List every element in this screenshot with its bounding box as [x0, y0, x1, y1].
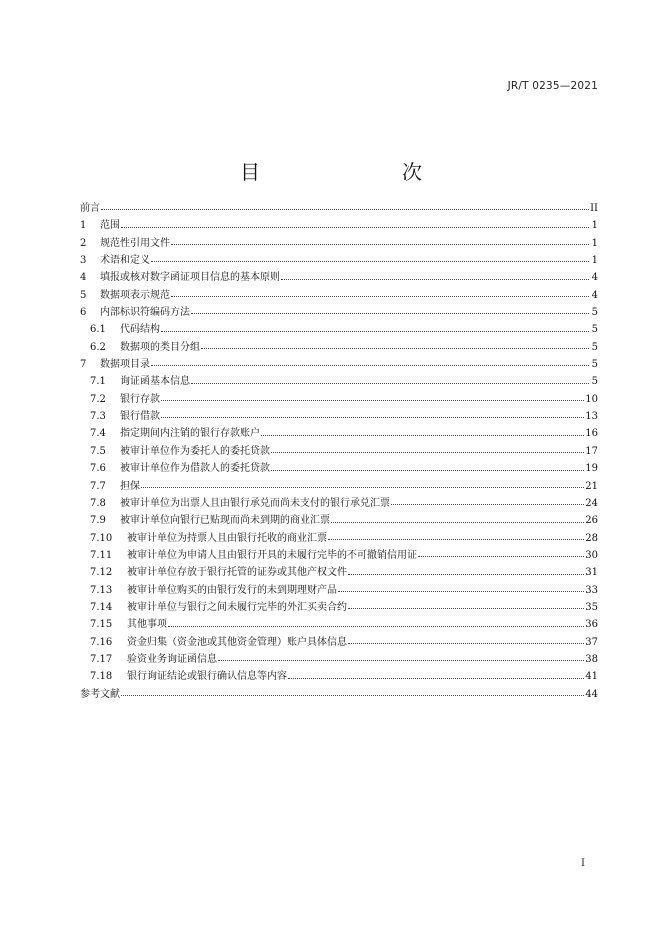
table-of-contents — [80, 200, 598, 703]
toc-entry-number: 4 — [80, 272, 87, 284]
toc-entry-number: 1 — [80, 220, 87, 232]
toc-entry[interactable] — [80, 304, 598, 321]
toc-entry-page: 37 — [585, 636, 598, 648]
toc-entry-label: 数据项表示规范 — [100, 289, 170, 301]
toc-entry-page: 1 — [591, 220, 598, 232]
toc-entry-label: 数据项的类目分组 — [120, 341, 200, 353]
toc-entry-label: 担保 — [120, 480, 140, 492]
toc-entry-number: 6 — [80, 307, 87, 319]
toc-leader-dots — [271, 469, 584, 471]
toc-leader-dots — [288, 677, 584, 679]
toc-leader-dots — [161, 399, 584, 401]
toc-entry-number: 7.4 — [90, 428, 106, 440]
toc-entry-number: 7.11 — [90, 549, 113, 561]
toc-leader-dots — [328, 538, 584, 540]
toc-entry-label: 被审计单位为持票人且由银行托收的商业汇票 — [127, 532, 327, 544]
toc-entry[interactable] — [80, 634, 598, 651]
toc-entry[interactable] — [80, 599, 598, 616]
toc-entry-page: 17 — [585, 445, 598, 457]
toc-entry[interactable] — [80, 564, 598, 581]
toc-entry-number: 7.15 — [90, 619, 113, 631]
toc-entry[interactable] — [80, 530, 598, 547]
toc-entry-page: 5 — [591, 359, 598, 371]
toc-entry[interactable] — [80, 616, 598, 633]
toc-entry-label: 被审计单位与银行之间未履行完毕的外汇买卖合约 — [127, 601, 347, 613]
toc-entry-page: 4 — [591, 289, 598, 301]
toc-entry-label: 询证函基本信息 — [120, 376, 190, 388]
toc-entry[interactable] — [80, 443, 598, 460]
toc-entry-number: 7.17 — [90, 653, 113, 665]
toc-entry[interactable] — [80, 651, 598, 668]
toc-leader-dots — [338, 590, 584, 592]
toc-leader-dots — [121, 694, 584, 696]
toc-entry[interactable] — [80, 547, 598, 564]
toc-entry-page: 13 — [585, 411, 598, 423]
toc-entry-number: 7.16 — [90, 636, 113, 648]
toc-leader-dots — [418, 555, 584, 557]
toc-entry-label: 数据项目录 — [100, 359, 150, 371]
toc-entry-label: 范围 — [100, 220, 120, 232]
toc-entry-page: 24 — [585, 497, 598, 509]
toc-entry-page: 28 — [585, 532, 598, 544]
toc-entry-number: 7.1 — [90, 376, 106, 388]
toc-entry[interactable] — [80, 460, 598, 477]
toc-entry[interactable] — [80, 321, 598, 338]
toc-entry-page: 26 — [585, 515, 598, 527]
page-title: 目 次 — [240, 160, 456, 185]
toc-entry[interactable] — [80, 373, 598, 390]
toc-entry-page: 41 — [585, 671, 598, 683]
toc-leader-dots — [168, 625, 584, 627]
toc-leader-dots — [281, 278, 589, 280]
toc-entry[interactable] — [80, 217, 598, 234]
toc-entry-number: 7.5 — [90, 445, 106, 457]
toc-entry[interactable] — [80, 200, 598, 217]
toc-leader-dots — [171, 295, 589, 297]
toc-entry-label: 银行存款 — [120, 393, 160, 405]
toc-entry-label: 内部标识符编码方法 — [100, 307, 190, 319]
toc-entry[interactable] — [80, 686, 598, 703]
toc-entry-label: 代码结构 — [120, 324, 160, 336]
toc-entry-page: 19 — [585, 463, 598, 475]
toc-leader-dots — [348, 573, 584, 575]
toc-entry-number: 7.2 — [90, 393, 106, 405]
toc-entry-page: 5 — [591, 376, 598, 388]
toc-entry-label: 规范性引用文件 — [100, 237, 170, 249]
toc-leader-dots — [271, 451, 584, 453]
toc-entry-label: 银行借款 — [120, 411, 160, 423]
toc-entry-page: 30 — [585, 549, 598, 561]
toc-entry-number: 7.7 — [90, 480, 106, 492]
toc-entry-label: 被审计单位作为委托人的委托贷款 — [120, 445, 270, 457]
toc-leader-dots — [141, 486, 584, 488]
toc-entry-number: 6.1 — [90, 324, 106, 336]
toc-entry-page: 5 — [591, 341, 598, 353]
toc-entry[interactable] — [80, 339, 598, 356]
toc-entry-number: 7.3 — [90, 411, 106, 423]
toc-entry-label: 银行询证结论或银行确认信息等内容 — [127, 671, 287, 683]
toc-entry-number: 3 — [80, 255, 87, 267]
toc-leader-dots — [161, 416, 584, 418]
toc-entry-label: 术语和定义 — [100, 255, 150, 267]
toc-entry-page: 5 — [591, 324, 598, 336]
toc-entry-number: 7.10 — [90, 532, 113, 544]
toc-entry-page: 38 — [585, 653, 598, 665]
toc-entry[interactable] — [80, 252, 598, 269]
toc-entry-page: 33 — [585, 584, 598, 596]
toc-entry-label: 被审计单位为申请人且由银行开具的未履行完毕的不可撤销信用证 — [127, 549, 417, 561]
toc-entry[interactable] — [80, 512, 598, 529]
toc-entry-number: 2 — [80, 237, 87, 249]
toc-entry-page: 10 — [585, 393, 598, 405]
toc-entry-page: 35 — [585, 601, 598, 613]
toc-entry-page: 16 — [585, 428, 598, 440]
toc-leader-dots — [161, 330, 589, 332]
toc-entry-page: 36 — [585, 619, 598, 631]
toc-entry-label: 被审计单位购买的由银行发行的未到期理财产品 — [127, 584, 337, 596]
toc-entry[interactable] — [80, 356, 598, 373]
toc-leader-dots — [151, 260, 589, 262]
toc-entry[interactable] — [80, 668, 598, 685]
toc-leader-dots — [171, 243, 589, 245]
toc-entry[interactable] — [80, 408, 598, 425]
toc-leader-dots — [121, 226, 589, 228]
toc-entry-label: 被审计单位为出票人且由银行承兑而尚未支付的银行承兑汇票 — [120, 497, 390, 509]
toc-entry-number: 6.2 — [90, 341, 106, 353]
toc-leader-dots — [191, 312, 589, 314]
toc-entry-number: 7.14 — [90, 601, 113, 613]
toc-leader-dots — [201, 347, 589, 349]
footer-page-number: I — [581, 858, 585, 869]
toc-entry[interactable] — [80, 269, 598, 286]
toc-leader-dots — [391, 503, 584, 505]
toc-entry-number: 7.18 — [90, 671, 113, 683]
toc-entry-label: 被审计单位作为借款人的委托贷款 — [120, 463, 270, 475]
toc-entry-page: 4 — [591, 272, 598, 284]
toc-entry[interactable] — [80, 495, 598, 512]
toc-entry-page: 1 — [591, 237, 598, 249]
toc-entry-page: II — [590, 203, 598, 214]
toc-leader-dots — [348, 642, 584, 644]
toc-entry[interactable] — [80, 425, 598, 442]
toc-entry[interactable] — [80, 235, 598, 252]
toc-entry-label: 填报或核对数字函证项目信息的基本原则 — [100, 272, 280, 284]
toc-entry-number: 7.8 — [90, 497, 106, 509]
toc-entry-page: 31 — [585, 567, 598, 579]
toc-leader-dots — [191, 382, 589, 384]
toc-entry-label: 参考文献 — [80, 688, 120, 700]
toc-leader-dots — [348, 607, 584, 609]
toc-leader-dots — [261, 434, 584, 436]
toc-entry-number: 7.6 — [90, 463, 106, 475]
toc-entry-number: 7.9 — [90, 515, 106, 527]
toc-entry-number: 7.13 — [90, 584, 113, 596]
toc-entry-number: 7 — [80, 359, 87, 371]
toc-entry-label: 指定期间内注销的银行存款账户 — [120, 428, 260, 440]
toc-leader-dots — [331, 521, 584, 523]
toc-entry-page: 44 — [585, 688, 598, 700]
toc-entry-number: 7.12 — [90, 567, 113, 579]
toc-entry-label: 验资业务询证函信息 — [127, 653, 217, 665]
toc-leader-dots — [101, 208, 589, 210]
toc-leader-dots — [151, 364, 589, 366]
toc-entry-label: 其他事项 — [127, 619, 167, 631]
standard-code: JR/T 0235—2021 — [507, 80, 598, 92]
toc-entry-label: 资金归集（资金池或其他资金管理）账户具体信息 — [127, 636, 347, 648]
toc-entry-label: 前言 — [80, 203, 100, 214]
toc-entry[interactable] — [80, 582, 598, 599]
toc-entry[interactable] — [80, 287, 598, 304]
toc-entry-label: 被审计单位存放于银行托管的证券或其他产权文件 — [127, 567, 347, 579]
toc-entry[interactable] — [80, 478, 598, 495]
toc-entry-page: 5 — [591, 307, 598, 319]
toc-entry[interactable] — [80, 391, 598, 408]
toc-entry-page: 21 — [585, 480, 598, 492]
toc-entry-page: 1 — [591, 255, 598, 267]
toc-entry-label: 被审计单位向银行已贴现而尚未到期的商业汇票 — [120, 515, 330, 527]
toc-leader-dots — [218, 659, 584, 661]
toc-entry-number: 5 — [80, 289, 87, 301]
